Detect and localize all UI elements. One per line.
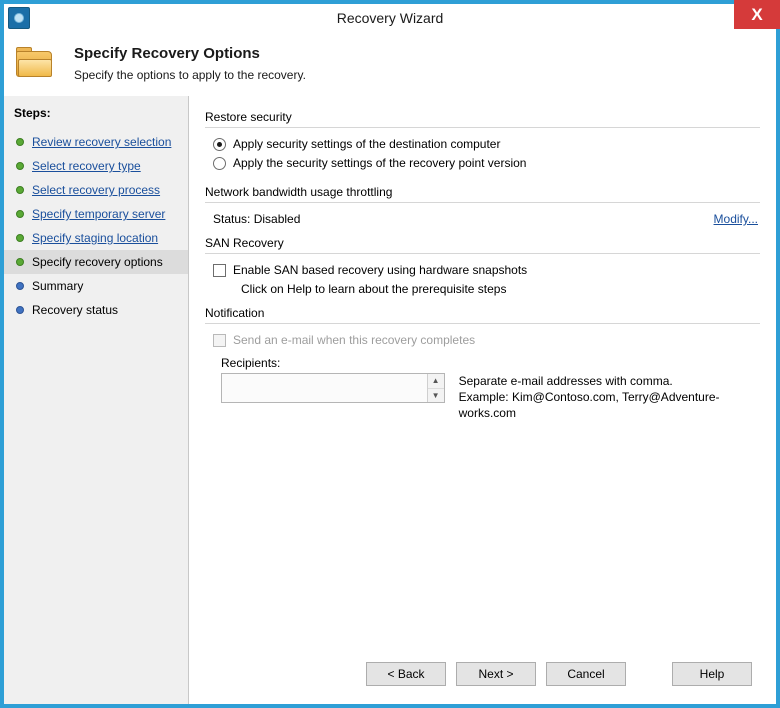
sidebar-item-label: Review recovery selection	[32, 135, 172, 149]
modify-bandwidth-link[interactable]: Modify...	[713, 212, 758, 226]
sidebar-item-summary	[4, 274, 188, 298]
spinner-up-icon[interactable]: ▲	[428, 374, 444, 389]
close-button[interactable]: X	[734, 0, 780, 29]
sidebar-item-label: Specify temporary server	[32, 207, 166, 221]
notification-body	[205, 333, 760, 431]
step-bullet-icon	[16, 162, 24, 170]
sidebar-item-label: Recovery status	[32, 303, 119, 317]
step-bullet-icon	[16, 234, 24, 242]
window-title: Recovery Wizard	[336, 10, 444, 26]
sidebar-item-specify-temporary-server[interactable]	[4, 202, 188, 226]
step-bullet-icon	[16, 138, 24, 146]
restore-security-body	[205, 137, 760, 185]
group-divider	[205, 253, 760, 255]
radio-apply-destination-security[interactable]	[213, 137, 760, 152]
sidebar-item-specify-recovery-options[interactable]	[4, 250, 188, 274]
sidebar-item-review-recovery-selection[interactable]	[4, 130, 188, 154]
radio-apply-recovery-point-security[interactable]	[213, 156, 760, 171]
recipients-help-line-1: Separate e-mail addresses with comma.	[458, 374, 673, 388]
recipients-row	[213, 373, 760, 421]
checkbox-icon[interactable]	[213, 334, 226, 347]
folder-icon-front	[18, 59, 52, 77]
window-body	[4, 96, 776, 704]
checkbox-icon[interactable]	[213, 264, 226, 277]
notification-group	[205, 306, 760, 431]
san-recovery-group	[205, 236, 760, 306]
folder-icon	[16, 47, 54, 81]
steps-title: Steps:	[14, 106, 51, 120]
recipients-input-wrapper[interactable]	[221, 373, 445, 403]
title-bar	[4, 4, 776, 33]
san-recovery-body	[205, 263, 760, 306]
checkbox-label: Enable SAN based recovery using hardware snapshots	[233, 263, 528, 277]
cancel-button[interactable]: Cancel	[546, 662, 626, 686]
sidebar-item-label: Select recovery type	[32, 159, 141, 173]
page-header	[4, 33, 776, 97]
sidebar-item-label: Select recovery process	[32, 183, 161, 197]
bandwidth-throttling-label: Network bandwidth usage throttling	[205, 185, 393, 199]
checkbox-send-email[interactable]	[213, 333, 760, 348]
radio-label: Apply security settings of the destination computer	[233, 137, 501, 151]
help-button[interactable]: Help	[672, 662, 752, 686]
group-divider	[205, 127, 760, 129]
checkbox-enable-san-recovery[interactable]	[213, 263, 760, 278]
san-recovery-label: SAN Recovery	[205, 236, 284, 250]
page-title: Specify Recovery Options	[74, 45, 260, 62]
next-button[interactable]: Next >	[456, 662, 536, 686]
recipients-label: Recipients:	[221, 356, 281, 370]
back-button[interactable]: < Back	[366, 662, 446, 686]
sidebar-item-label: Specify staging location	[32, 231, 159, 245]
page-subtitle: Specify the options to apply to the recovery.	[74, 68, 306, 82]
button-bar	[189, 648, 776, 704]
restore-security-label: Restore security	[205, 110, 292, 124]
sidebar-item-specify-staging-location[interactable]	[4, 226, 188, 250]
options-panel	[205, 110, 760, 431]
radio-icon[interactable]	[213, 138, 226, 151]
radio-icon[interactable]	[213, 157, 226, 170]
content-area	[189, 96, 776, 704]
bandwidth-status-row	[213, 212, 760, 226]
sidebar-item-recovery-status	[4, 298, 188, 322]
sidebar-item-label: Summary	[32, 279, 84, 293]
bandwidth-status-text: Status: Disabled	[213, 212, 301, 226]
sidebar-item-label: Specify recovery options	[32, 255, 163, 269]
group-divider	[205, 202, 760, 204]
spinner-down-icon[interactable]: ▼	[431, 391, 440, 400]
recipients-help-line-2: Example: Kim@Contoso.com, Terry@Adventure-works.com	[458, 390, 720, 420]
step-bullet-icon	[16, 258, 24, 266]
steps-sidebar	[4, 96, 189, 704]
recipients-scroll-spinner[interactable]	[427, 374, 444, 402]
group-divider	[205, 323, 760, 325]
step-bullet-icon	[16, 306, 24, 314]
step-bullet-icon	[16, 186, 24, 194]
radio-label: Apply the security settings of the recovery point version	[233, 156, 527, 170]
notification-label: Notification	[205, 306, 265, 320]
step-bullet-icon	[16, 210, 24, 218]
san-recovery-hint: Click on Help to learn about the prerequisite steps	[241, 282, 507, 296]
recipients-help	[459, 373, 760, 421]
checkbox-label: Send an e-mail when this recovery completes	[233, 333, 476, 347]
sidebar-item-select-recovery-process[interactable]	[4, 178, 188, 202]
step-bullet-icon	[16, 282, 24, 290]
sidebar-item-select-recovery-type[interactable]	[4, 154, 188, 178]
bandwidth-throttling-body	[205, 212, 760, 236]
restore-security-group	[205, 110, 760, 185]
bandwidth-throttling-group	[205, 185, 760, 236]
